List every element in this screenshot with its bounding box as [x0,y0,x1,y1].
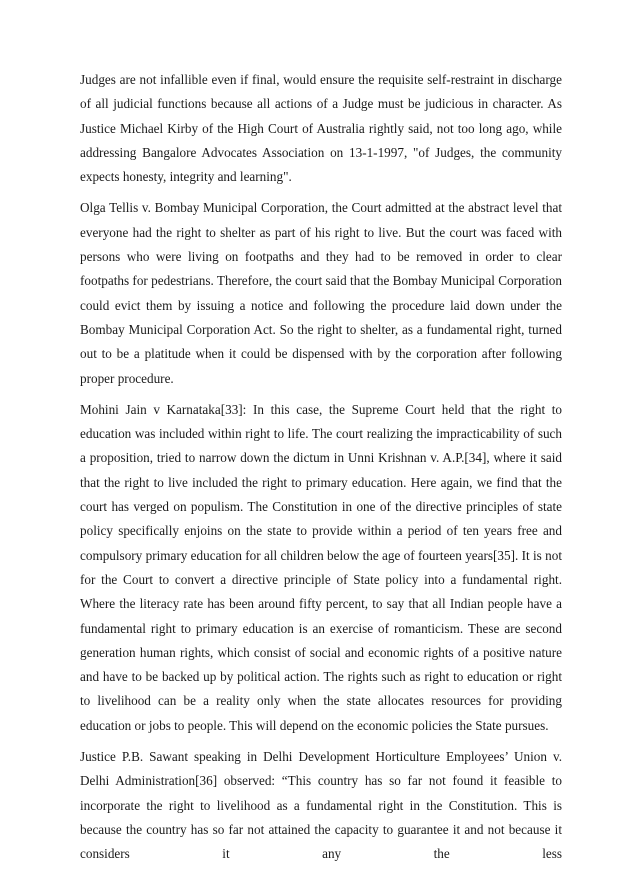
document-page [80,68,562,874]
paragraph-justice-sawant: Justice P.B. Sawant speaking in Delhi Development Horticulture Employees’ Union v. Delhi Administration[36] observed: “This country has so far not found it feasible to incorporate the right to livelihood as a fundamental right in the Constitution. This is because the country has so far not attained the capacity to guarantee it and not because it considers it any the less [80,749,562,862]
paragraph-mohini-jain: Mohini Jain v Karnataka[33]: In this case, the Supreme Court held that the right to education was included within right to life. The court realizing the impracticability of such a proposition, tried to narrow down the dictum in Unni Krishnan v. A.P.[34], where it said that the right to live included the right to primary education. Here again, we find that the court has verged on populism. The Constitution in one of the directive principles of state policy specifically enjoins on the state to provide within a period of ten years free and compulsory primary education for all children below the age of fourteen years[35]. It is not for the Court to convert a directive principle of State policy into a fundamental right. Where the literacy rate has been around fifty percent, to say that all Indian people have a fundamental right to primary education is an exercise of romanticism. These are second generation human rights, which consist of social and economic rights of a positive nature and have to be backed up by political action. The rights such as right to education or right to livelihood can be a reality only when the state allocates resources for providing education or jobs to people. This will depend on the economic policies the State pursues. [80,401,562,733]
paragraph-olga-tellis: Olga Tellis v. Bombay Municipal Corporation, the Court admitted at the abstract level that everyone had the right to shelter as part of his right to live. But the court was faced with persons who were living on footpaths and they had to be removed in order to clear footpaths for pedestrians. Therefore, the court said that the Bombay Municipal Corporation could evict them by issuing a notice and following the procedure laid down under the Bombay Municipal Corporation Act. So the right to shelter, as a fundamental right, turned out to be a platitude when it could be dispensed with by the corporation after following proper procedure. [80,200,562,386]
paragraph-judges-infallible: Judges are not infallible even if final, would ensure the requisite self-restraint in discharge of all judicial functions because all actions of a Judge must be judicious in character. As Justice Michael Kirby of the High Court of Australia rightly said, not too long ago, while addressing Bangalore Advocates Association on 13-1-1997, "of Judges, the community expects honesty, integrity and learning". [80,72,562,185]
